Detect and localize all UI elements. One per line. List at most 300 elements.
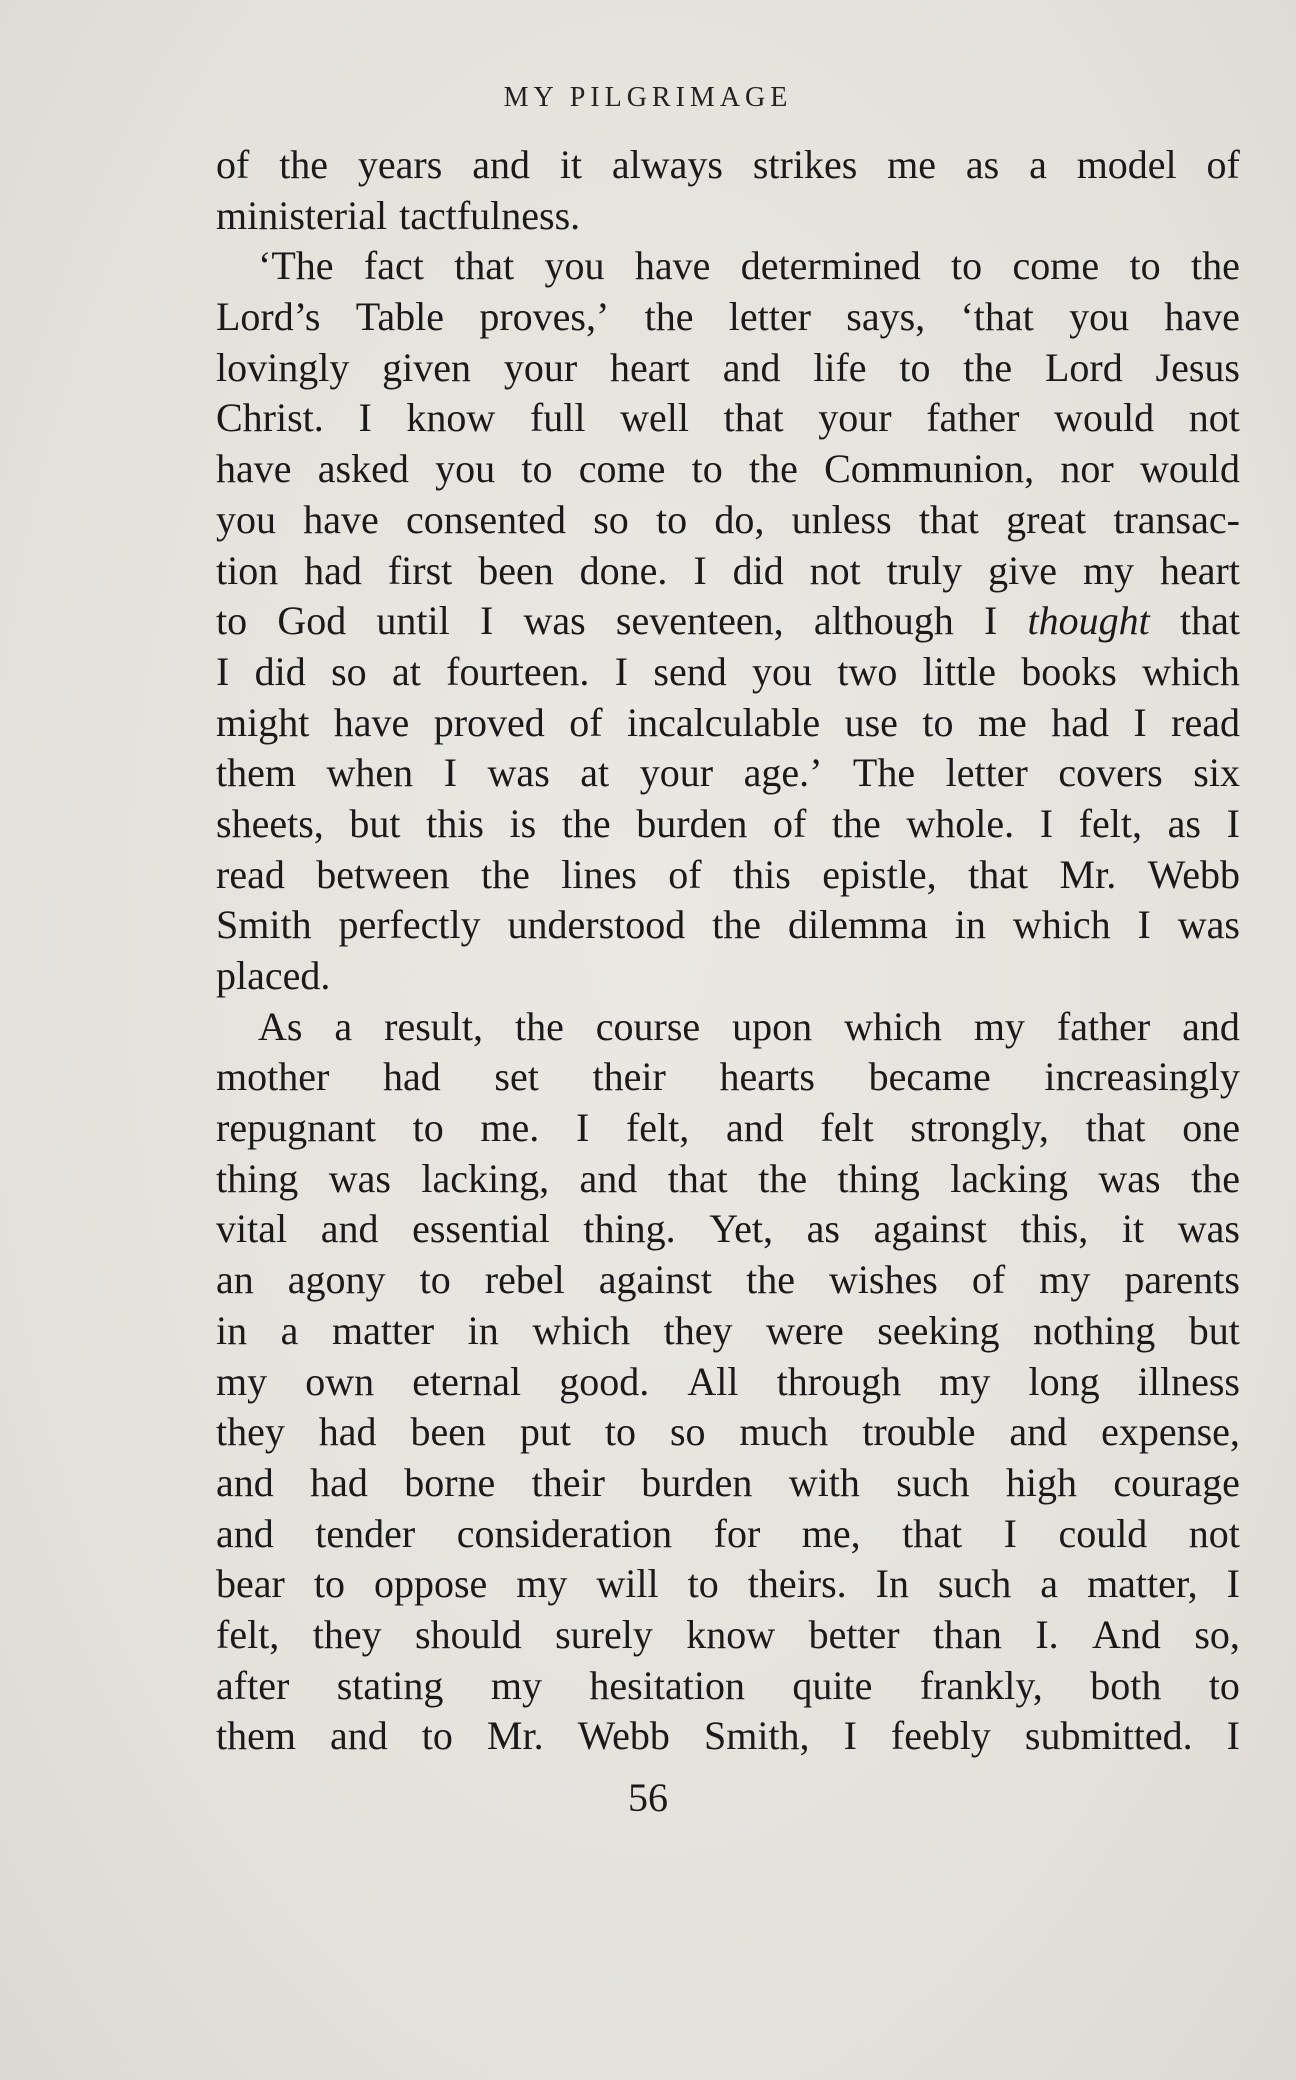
- word: to: [687, 1561, 719, 1607]
- word: come: [1012, 243, 1100, 289]
- word: of: [569, 699, 603, 745]
- word: until: [376, 598, 450, 644]
- word: in: [954, 902, 986, 948]
- word: letter: [945, 750, 1028, 796]
- word: not: [1188, 1510, 1240, 1556]
- word: to: [313, 1561, 345, 1607]
- word: that: [667, 1155, 728, 1201]
- word: to: [1208, 1662, 1240, 1708]
- word: essential: [412, 1206, 550, 1252]
- word: years: [357, 142, 443, 187]
- word: not: [809, 547, 861, 593]
- word: consented: [406, 496, 566, 542]
- word: after: [216, 1662, 290, 1708]
- word: good.: [559, 1358, 650, 1404]
- word: me,: [801, 1510, 861, 1556]
- word: and: [1009, 1409, 1068, 1455]
- word: Mr.: [486, 1713, 544, 1759]
- word: that: [968, 851, 1029, 897]
- word: borne: [404, 1459, 496, 1505]
- word: did: [732, 547, 784, 593]
- word: had: [318, 1409, 377, 1455]
- word: my: [973, 1003, 1025, 1049]
- word: they: [312, 1611, 382, 1657]
- text-line: [216, 1458, 1240, 1509]
- word: hearts: [719, 1054, 815, 1100]
- word: to: [421, 1713, 453, 1759]
- word: had: [382, 1054, 441, 1100]
- word: understood: [507, 902, 686, 948]
- word: have: [333, 699, 410, 745]
- word: I: [216, 648, 230, 694]
- word: the: [644, 294, 694, 340]
- word: tender: [315, 1510, 416, 1556]
- text-line: [216, 140, 1240, 191]
- word: own: [305, 1358, 375, 1404]
- page-number: 56: [628, 1775, 668, 1820]
- word: rebel: [484, 1257, 565, 1303]
- text-line: [216, 546, 1240, 597]
- word: agony: [287, 1257, 386, 1303]
- word: this,: [1020, 1206, 1089, 1252]
- word: parents: [1124, 1257, 1240, 1303]
- word: might: [216, 699, 310, 745]
- word: and: [579, 1155, 638, 1201]
- word: have: [1164, 294, 1240, 340]
- word: me.: [480, 1105, 540, 1151]
- word: me: [887, 142, 937, 187]
- word: life: [813, 344, 867, 390]
- word: been: [478, 547, 554, 593]
- word: hesitation: [589, 1662, 745, 1708]
- word: as: [806, 1206, 840, 1252]
- word: as: [965, 142, 1000, 187]
- text-line: [216, 748, 1240, 799]
- word: the: [831, 800, 881, 846]
- text-line: [216, 191, 1240, 242]
- word: at: [391, 648, 421, 694]
- word: lines: [561, 851, 637, 897]
- word: feebly: [890, 1713, 991, 1759]
- word: courage: [1113, 1459, 1240, 1505]
- word: been: [410, 1409, 486, 1455]
- word: long: [1028, 1358, 1100, 1404]
- word: know: [686, 1611, 776, 1657]
- word: put: [519, 1409, 571, 1455]
- word: which: [844, 1003, 942, 1049]
- word: lovingly: [216, 344, 350, 390]
- word: their: [592, 1054, 666, 1100]
- word: I: [1226, 1713, 1240, 1759]
- word: ‘that: [960, 294, 1034, 340]
- word: to: [521, 446, 553, 492]
- text-line: [216, 799, 1240, 850]
- word: mother: [216, 1054, 330, 1100]
- word: my: [1039, 1257, 1091, 1303]
- text-line: [216, 1052, 1240, 1103]
- word: the: [758, 1155, 808, 1201]
- word: of: [971, 1257, 1006, 1303]
- word: Mr.: [1059, 851, 1117, 897]
- word: a: [1029, 142, 1047, 187]
- word: thing.: [583, 1206, 676, 1252]
- text-line: [216, 444, 1240, 495]
- word: I: [1137, 902, 1151, 948]
- word: a: [1040, 1561, 1059, 1607]
- word: to: [216, 598, 248, 644]
- word: submitted.: [1024, 1713, 1193, 1759]
- word: it: [1121, 1206, 1145, 1252]
- word: give: [988, 547, 1058, 593]
- word: vital: [216, 1206, 288, 1252]
- word: And: [1092, 1611, 1161, 1657]
- word: against: [598, 1257, 713, 1303]
- text-line: [216, 1509, 1240, 1560]
- word: The: [852, 750, 916, 796]
- word: which: [1012, 902, 1111, 948]
- word: God: [277, 598, 347, 644]
- text-line: [216, 1711, 1240, 1762]
- text-line: [216, 1306, 1240, 1357]
- word: incalculable: [626, 699, 821, 745]
- word: my: [490, 1662, 542, 1708]
- word: you: [216, 496, 276, 542]
- word: which: [532, 1307, 631, 1353]
- word: transac-: [1113, 496, 1240, 542]
- word: that: [1085, 1105, 1146, 1151]
- word: read: [1171, 699, 1240, 745]
- word: nor: [1060, 446, 1114, 492]
- word: was: [1098, 1155, 1161, 1201]
- word: I: [843, 1713, 857, 1759]
- word: your: [503, 344, 578, 390]
- word: I: [479, 598, 494, 644]
- word: the: [480, 851, 530, 897]
- word: my: [516, 1561, 568, 1607]
- word: Webb: [1147, 851, 1240, 897]
- word: I: [443, 750, 458, 796]
- word: between: [316, 851, 450, 897]
- running-head: MY PILGRIMAGE: [503, 82, 793, 113]
- word: fact: [363, 243, 424, 289]
- word: was: [328, 1155, 391, 1201]
- word: I: [1226, 800, 1240, 846]
- word: given: [382, 344, 472, 390]
- word: such: [937, 1561, 1012, 1607]
- word: that: [723, 395, 784, 441]
- word: oppose: [373, 1561, 488, 1607]
- word: placed.: [216, 953, 331, 998]
- word: the: [1191, 243, 1240, 289]
- word: my: [216, 1358, 268, 1404]
- word: come: [578, 446, 666, 492]
- word: the: [748, 446, 798, 492]
- text-line: [216, 647, 1240, 698]
- word: the: [963, 344, 1013, 390]
- word: says,: [846, 294, 926, 340]
- word: I.: [1035, 1611, 1059, 1657]
- word: would: [1054, 395, 1155, 441]
- word: them: [216, 750, 296, 796]
- word: full: [529, 395, 586, 441]
- word: that: [918, 496, 979, 542]
- word: do,: [714, 496, 765, 542]
- word: they: [663, 1307, 733, 1353]
- word: always: [611, 142, 723, 187]
- word: and: [330, 1713, 388, 1759]
- word: at: [580, 750, 610, 796]
- word: Webb: [577, 1713, 670, 1759]
- word: your: [639, 750, 714, 796]
- word: the: [561, 800, 611, 846]
- word: I: [1133, 699, 1147, 745]
- word: father: [926, 395, 1020, 441]
- word: of: [216, 142, 250, 187]
- word: an: [216, 1257, 254, 1303]
- word: and: [725, 1105, 784, 1151]
- word: have: [634, 243, 711, 289]
- word: and: [722, 344, 781, 390]
- text-line: [216, 850, 1240, 901]
- word: age.’: [743, 750, 823, 796]
- text-line: [216, 1661, 1240, 1712]
- word: so: [331, 648, 367, 694]
- text-line: [216, 343, 1240, 394]
- word: have: [216, 446, 292, 492]
- word: the: [514, 1003, 564, 1049]
- word: this: [733, 851, 791, 897]
- word: know: [406, 395, 496, 441]
- word: a: [280, 1307, 299, 1353]
- word: result,: [384, 1003, 483, 1049]
- word: bear: [216, 1561, 285, 1607]
- word: and: [216, 1459, 274, 1505]
- word: surely: [555, 1611, 653, 1657]
- word: is: [509, 800, 537, 846]
- word: Lord’s: [216, 294, 321, 340]
- word: but: [1188, 1307, 1240, 1353]
- word: repugnant: [216, 1105, 376, 1151]
- word: thing: [837, 1155, 920, 1201]
- word: was: [1177, 902, 1240, 948]
- word: Smith,: [703, 1713, 810, 1759]
- word: my: [939, 1358, 991, 1404]
- word: proves,’: [479, 294, 610, 340]
- word: to: [1129, 243, 1161, 289]
- word: of: [772, 800, 807, 846]
- word: send: [653, 648, 727, 694]
- text-line: [216, 1204, 1240, 1255]
- word: that: [454, 243, 515, 289]
- word: was: [523, 598, 586, 644]
- text-line: [216, 1255, 1240, 1306]
- word: seventeen,: [615, 598, 784, 644]
- word: wishes: [828, 1257, 938, 1303]
- word: well: [620, 395, 689, 441]
- word: and: [472, 142, 530, 187]
- word: Yet,: [709, 1206, 774, 1252]
- word: to: [419, 1257, 451, 1303]
- word: to: [412, 1105, 444, 1151]
- word: for: [713, 1510, 761, 1556]
- word: expense,: [1101, 1409, 1240, 1455]
- word: Lord: [1044, 344, 1123, 390]
- word: through: [776, 1358, 902, 1404]
- word: the: [279, 142, 329, 187]
- word: eternal: [412, 1358, 522, 1404]
- word: unless: [791, 496, 892, 542]
- word: I: [693, 547, 707, 593]
- word: little: [922, 648, 996, 694]
- word: it: [559, 142, 583, 187]
- word: first: [387, 547, 453, 593]
- word: have: [303, 496, 379, 542]
- word: did: [254, 648, 306, 694]
- text-line: [216, 495, 1240, 546]
- body-text: [216, 140, 1240, 1762]
- text-line: [216, 241, 1240, 292]
- word: letter: [728, 294, 811, 340]
- word: and: [216, 1510, 274, 1556]
- word: truly: [886, 547, 963, 593]
- word: them: [216, 1713, 296, 1759]
- word: Jesus: [1155, 344, 1240, 390]
- word: of: [668, 851, 702, 897]
- word: better: [808, 1611, 900, 1657]
- word: read: [216, 851, 285, 897]
- word: I: [614, 648, 629, 694]
- word: one: [1182, 1105, 1240, 1151]
- text-line: [216, 1559, 1240, 1610]
- word: could: [1058, 1510, 1148, 1556]
- word: that: [1179, 598, 1240, 644]
- word: ‘The: [258, 243, 334, 289]
- word: trouble: [862, 1409, 976, 1455]
- word: tion: [216, 547, 279, 593]
- word: burden: [641, 1459, 753, 1505]
- word: as: [1167, 800, 1201, 846]
- word: lacking,: [421, 1155, 550, 1201]
- word: that: [902, 1510, 963, 1556]
- word: Communion,: [824, 446, 1035, 492]
- word: were: [766, 1307, 844, 1353]
- word: consideration: [456, 1510, 673, 1556]
- word: dilemma: [787, 902, 928, 948]
- word: ministerial: [216, 192, 388, 238]
- word: than: [933, 1611, 1002, 1657]
- word: sheets,: [216, 800, 324, 846]
- word: I: [1226, 1561, 1240, 1607]
- word: As: [258, 1003, 303, 1049]
- word: in: [216, 1307, 248, 1353]
- word: you: [435, 446, 496, 492]
- text-line: [216, 1154, 1240, 1205]
- word: six: [1193, 750, 1240, 796]
- word: felt: [820, 1105, 874, 1151]
- word: but: [349, 800, 401, 846]
- word: the: [712, 902, 762, 948]
- word: to: [951, 243, 983, 289]
- word: covers: [1058, 750, 1163, 796]
- word: use: [844, 699, 898, 745]
- word: theirs.: [747, 1561, 847, 1607]
- word: against: [873, 1206, 987, 1252]
- word: seeking: [877, 1307, 1000, 1353]
- word: to: [604, 1409, 637, 1455]
- word: I: [1039, 800, 1054, 846]
- text-line: [216, 292, 1240, 343]
- text-line: [216, 1407, 1240, 1458]
- text-line: [216, 951, 1240, 1002]
- word: to: [899, 344, 931, 390]
- word: books: [1021, 648, 1117, 694]
- word: great: [1006, 496, 1087, 542]
- word: I: [575, 1105, 590, 1151]
- word: so: [669, 1409, 706, 1455]
- word: and: [320, 1206, 379, 1252]
- word: Smith: [216, 902, 312, 948]
- word: not: [1188, 395, 1240, 441]
- word: model: [1076, 142, 1177, 187]
- word: epistle,: [822, 851, 937, 897]
- word: proved: [433, 699, 545, 745]
- word: burden: [636, 800, 748, 846]
- word: felt,: [216, 1611, 280, 1657]
- word: me: [977, 699, 1027, 745]
- word: became: [868, 1054, 991, 1100]
- word: I: [984, 598, 998, 644]
- word: Christ.: [216, 395, 324, 441]
- word: matter,: [1087, 1561, 1198, 1607]
- word: both: [1090, 1662, 1162, 1708]
- word: set: [494, 1054, 539, 1100]
- word: strongly,: [910, 1105, 1049, 1151]
- word: quite: [792, 1662, 873, 1708]
- word: and: [1182, 1003, 1240, 1049]
- word: so,: [1194, 1611, 1240, 1657]
- word: will: [596, 1561, 659, 1607]
- word: asked: [317, 446, 409, 492]
- word: they: [216, 1409, 285, 1455]
- text-line: [216, 1357, 1240, 1408]
- word: in: [467, 1307, 499, 1353]
- word: high: [1005, 1459, 1077, 1505]
- word: I: [358, 395, 372, 441]
- word: tactfulness.: [399, 192, 581, 238]
- word: frankly,: [919, 1662, 1043, 1708]
- word: matter: [331, 1307, 435, 1353]
- word: course: [595, 1003, 701, 1049]
- word: illness: [1137, 1358, 1240, 1404]
- word: you: [544, 243, 605, 289]
- word: to: [656, 496, 688, 542]
- word: perfectly: [338, 902, 481, 948]
- word: whole.: [906, 800, 1015, 846]
- word: thought: [1027, 598, 1150, 644]
- word: with: [788, 1459, 860, 1505]
- word: this: [426, 800, 484, 846]
- word: had: [1051, 699, 1109, 745]
- text-line: [216, 1610, 1240, 1661]
- word: the: [746, 1257, 795, 1303]
- word: nothing: [1032, 1307, 1156, 1353]
- word: fourteen.: [446, 648, 590, 694]
- word: lacking: [950, 1155, 1068, 1201]
- word: their: [531, 1459, 605, 1505]
- word: which: [1142, 648, 1240, 694]
- word: would: [1139, 446, 1240, 492]
- word: upon: [732, 1003, 813, 1049]
